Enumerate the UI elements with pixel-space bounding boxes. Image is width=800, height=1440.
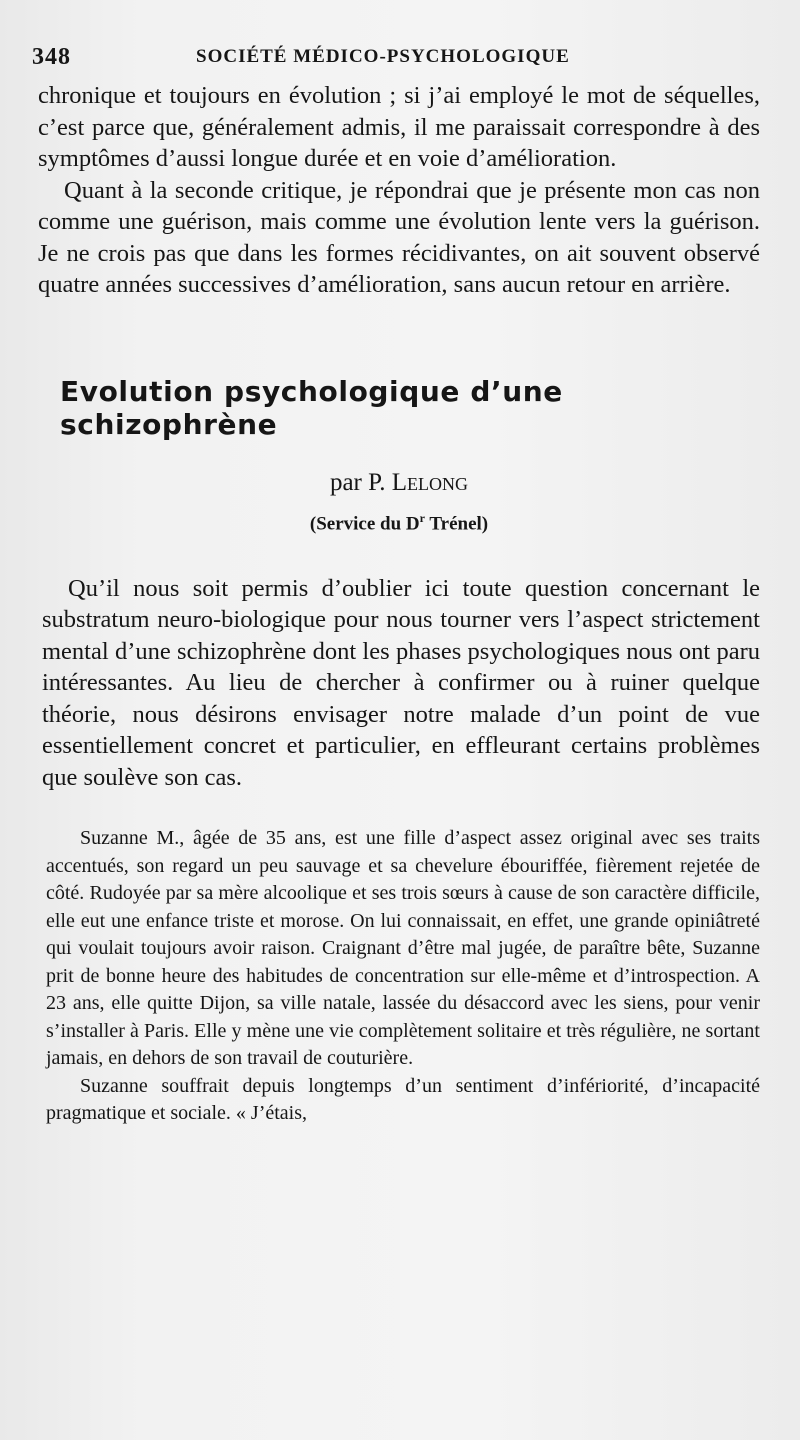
author-byline [38, 469, 760, 497]
service-suffix: Trénel) [424, 512, 489, 534]
author-name: Lelong [391, 468, 469, 496]
intro-paragraph: Qu’il nous soit permis d’oublier ici toute question concernant le substratum neuro-biologique pour nous tourner vers l’aspect strictement mental d’une schizophrène dont les phases psychologiques nous ont paru intéressantes. Au lieu de chercher à confirmer ou à ruiner quelque théorie, nous désirons envisager notre malade d’un point de vue essentiellement concret et particulier, en effleurant certains problèmes que soulève son cas. [42, 574, 760, 791]
byline-prefix: par P. [329, 468, 392, 496]
page-number: 348 [32, 44, 71, 70]
service-affiliation [38, 511, 760, 535]
reply-paragraph: Quant à la seconde critique, je répondrai que je présente mon cas non comme une guérison, mais comme une évolution lente vers la guérison. Je ne crois pas que dans les formes récidivantes, on ait souvent observé quatre années successives d’amélioration, sans aucun retour en arrière. [38, 176, 760, 298]
continuation-paragraph: chronique et toujours en évolution ; si j’ai employé le mot de séquelles, c’est parce que, généralement admis, il me paraissait correspondre à des symptômes d’aussi longue durée et en voie d’amélioration. [38, 82, 760, 172]
service-sup: r [419, 510, 425, 525]
journal-title: SOCIÉTÉ MÉDICO-PSYCHOLOGIQUE [196, 46, 570, 67]
article-title: Evolution psychologique d’une schizophrène [60, 374, 563, 441]
running-head [32, 40, 760, 80]
case-paragraph: Suzanne M., âgée de 35 ans, est une fille d’aspect assez original avec ses traits accentués, son regard un peu sauvage et sa chevelure ébouriffée, fièrement rejetée de côté. Rudoyée par sa mère alcoolique et ses trois sœurs à cause de son caractère difficile, elle eut une enfance triste et morose. On lui connaissait, en effet, une grande opiniâtreté qui voulait toujours avoir raison. Craignant d’être mal jugée, de paraître bête, Suzanne prit de bonne heure des habitudes de concentration sur elle-même et d’introspection. A 23 ans, elle quitte Dijon, sa ville natale, lassée du désaccord avec les siens, pour venir s’installer à Paris. Elle y mène une vie complètement solitaire et très régulière, ne sortant jamais, en dehors de son travail de couturière. [46, 827, 760, 1070]
service-prefix: (Service du D [309, 512, 420, 534]
case-paragraph-continued: Suzanne souffrait depuis longtemps d’un sentiment d’infériorité, d’incapacité pragmatique et sociale. « J’étais, [46, 1074, 760, 1125]
